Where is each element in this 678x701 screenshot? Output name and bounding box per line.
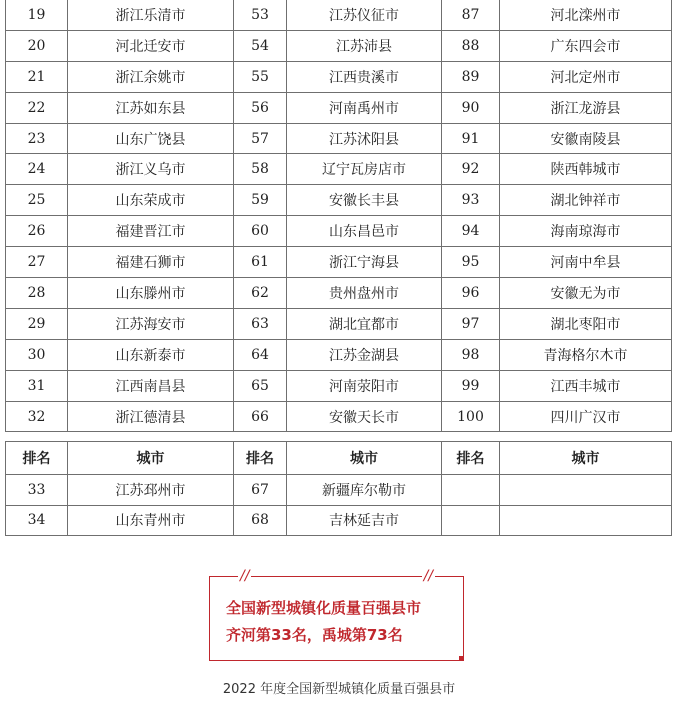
rank-cell: 88 [442, 30, 500, 61]
city-cell [500, 475, 672, 506]
rank-cell: 87 [442, 0, 500, 30]
table-row [6, 92, 672, 123]
rank-cell: 89 [442, 61, 500, 92]
image-caption: 2022 年度全国新型城镇化质量百强县市 [222, 682, 456, 697]
city-cell: 江苏邳州市 [68, 475, 234, 506]
rank-cell: 33 [6, 475, 68, 506]
rank-cell: 23 [6, 123, 68, 154]
city-cell: 河北滦州市 [500, 0, 672, 30]
rank-cell [442, 475, 500, 506]
rank-cell: 20 [6, 30, 68, 61]
city-cell: 安徽南陵县 [500, 123, 672, 154]
rank-cell: 54 [234, 30, 287, 61]
rank-cell: 97 [442, 308, 500, 339]
callout-subtitle: 齐河第33名，禹城第73名 [226, 626, 403, 644]
city-cell: 湖北枣阳市 [500, 308, 672, 339]
rank-cell: 65 [234, 370, 287, 401]
rank-cell: 22 [6, 92, 68, 123]
table-row [6, 401, 672, 432]
header-city: 城市 [68, 442, 234, 475]
city-cell: 江苏海安市 [68, 308, 234, 339]
rank-cell: 53 [234, 0, 287, 30]
rank-cell: 30 [6, 339, 68, 370]
city-cell: 吉林延吉市 [287, 505, 442, 536]
corner-accent [459, 656, 464, 661]
city-cell: 安徽长丰县 [287, 185, 442, 216]
city-cell: 湖北钟祥市 [500, 185, 672, 216]
rank-cell: 58 [234, 154, 287, 185]
rank-cell: 62 [234, 278, 287, 309]
table-row [6, 475, 672, 506]
table-row [6, 216, 672, 247]
city-cell: 山东滕州市 [68, 278, 234, 309]
city-cell: 浙江义乌市 [68, 154, 234, 185]
city-cell: 河南中牟县 [500, 247, 672, 278]
rank-cell: 57 [234, 123, 287, 154]
rank-cell: 21 [6, 61, 68, 92]
quote-mark-icon: // [423, 568, 433, 584]
callout-title: 全国新型城镇化质量百强县市 [226, 599, 422, 617]
city-cell: 陕西韩城市 [500, 154, 672, 185]
city-cell: 江苏如东县 [68, 92, 234, 123]
city-cell: 安徽无为市 [500, 278, 672, 309]
rank-cell: 68 [234, 505, 287, 536]
table-row [6, 30, 672, 61]
city-cell: 河南荥阳市 [287, 370, 442, 401]
table-row [6, 247, 672, 278]
rank-cell: 28 [6, 278, 68, 309]
city-cell: 浙江余姚市 [68, 61, 234, 92]
city-cell: 河北定州市 [500, 61, 672, 92]
city-cell: 山东新泰市 [68, 339, 234, 370]
city-cell: 安徽天长市 [287, 401, 442, 432]
city-cell: 辽宁瓦房店市 [287, 154, 442, 185]
header-rank: 排名 [234, 442, 287, 475]
rank-cell [442, 505, 500, 536]
quote-mark-icon: // [240, 568, 250, 584]
rank-cell: 67 [234, 475, 287, 506]
city-cell: 新疆库尔勒市 [287, 475, 442, 506]
table-row [6, 308, 672, 339]
city-cell: 山东青州市 [68, 505, 234, 536]
city-cell: 浙江宁海县 [287, 247, 442, 278]
rank-cell: 64 [234, 339, 287, 370]
city-cell: 湖北宜都市 [287, 308, 442, 339]
rank-cell: 19 [6, 0, 68, 30]
table-row [6, 278, 672, 309]
highlight-callout [209, 568, 464, 661]
rank-cell: 32 [6, 401, 68, 432]
rank-cell: 24 [6, 154, 68, 185]
rank-cell: 26 [6, 216, 68, 247]
rank-cell: 55 [234, 61, 287, 92]
rank-cell: 100 [442, 401, 500, 432]
ranking-table-top [5, 0, 672, 432]
city-cell: 浙江乐清市 [68, 0, 234, 30]
city-cell: 广东四会市 [500, 30, 672, 61]
table-row [6, 61, 672, 92]
city-cell: 江西丰城市 [500, 370, 672, 401]
city-cell: 山东昌邑市 [287, 216, 442, 247]
table-row [6, 154, 672, 185]
city-cell: 江苏仪征市 [287, 0, 442, 30]
rank-cell: 96 [442, 278, 500, 309]
city-cell: 海南琼海市 [500, 216, 672, 247]
city-cell: 山东荣成市 [68, 185, 234, 216]
ranking-table-bottom [5, 441, 672, 536]
rank-cell: 59 [234, 185, 287, 216]
city-cell: 山东广饶县 [68, 123, 234, 154]
table-row [6, 185, 672, 216]
rank-cell: 99 [442, 370, 500, 401]
city-cell: 贵州盘州市 [287, 278, 442, 309]
city-cell: 福建晋江市 [68, 216, 234, 247]
table-row [6, 370, 672, 401]
city-cell: 福建石狮市 [68, 247, 234, 278]
rank-cell: 93 [442, 185, 500, 216]
rank-cell: 92 [442, 154, 500, 185]
header-rank: 排名 [442, 442, 500, 475]
rank-cell: 29 [6, 308, 68, 339]
header-rank: 排名 [6, 442, 68, 475]
rank-cell: 66 [234, 401, 287, 432]
city-cell: 江苏沛县 [287, 30, 442, 61]
table-row [6, 339, 672, 370]
city-cell: 江西贵溪市 [287, 61, 442, 92]
rank-cell: 90 [442, 92, 500, 123]
rank-cell: 94 [442, 216, 500, 247]
table-row [6, 505, 672, 536]
city-cell: 江苏沭阳县 [287, 123, 442, 154]
city-cell: 浙江龙游县 [500, 92, 672, 123]
rank-cell: 95 [442, 247, 500, 278]
rank-cell: 34 [6, 505, 68, 536]
rank-cell: 31 [6, 370, 68, 401]
header-city: 城市 [287, 442, 442, 475]
city-cell: 浙江德清县 [68, 401, 234, 432]
city-cell: 四川广汉市 [500, 401, 672, 432]
rank-cell: 60 [234, 216, 287, 247]
city-cell: 河北迁安市 [68, 30, 234, 61]
table-row [6, 123, 672, 154]
rank-cell: 91 [442, 123, 500, 154]
rank-cell: 27 [6, 247, 68, 278]
rank-cell: 56 [234, 92, 287, 123]
city-cell: 河南禹州市 [287, 92, 442, 123]
city-cell [500, 505, 672, 536]
rank-cell: 25 [6, 185, 68, 216]
city-cell: 青海格尔木市 [500, 339, 672, 370]
rank-cell: 63 [234, 308, 287, 339]
table-row [6, 0, 672, 30]
city-cell: 江苏金湖县 [287, 339, 442, 370]
header-city: 城市 [500, 442, 672, 475]
city-cell: 江西南昌县 [68, 370, 234, 401]
rank-cell: 98 [442, 339, 500, 370]
rank-cell: 61 [234, 247, 287, 278]
table-header-row [6, 442, 672, 475]
